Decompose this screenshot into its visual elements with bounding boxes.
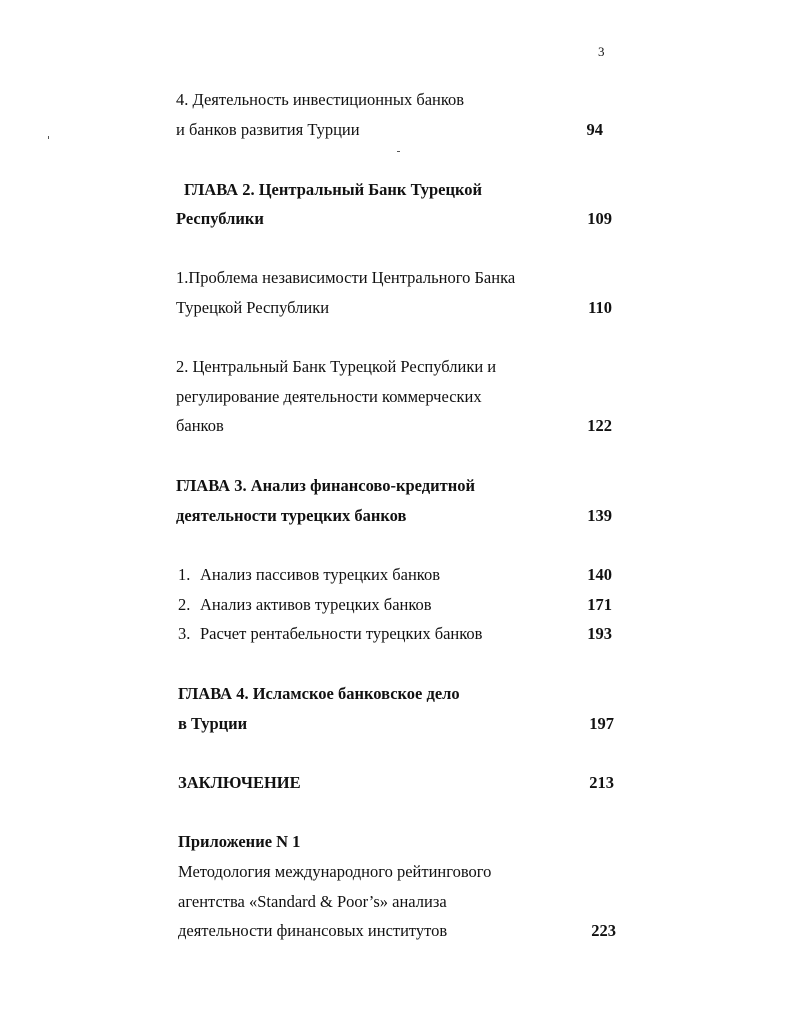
chapter-heading: Республики bbox=[176, 209, 264, 228]
toc-entry-text: 4. Деятельность инвестиционных банков bbox=[176, 90, 465, 109]
toc-entry-text: Расчет рентабельности турецких банков bbox=[200, 624, 483, 643]
toc-page-number: 171 bbox=[587, 595, 612, 614]
toc-entry-text: 1.Проблема независимости Центрального Банка bbox=[176, 268, 516, 287]
scan-speck bbox=[397, 151, 400, 152]
toc-entry-text: регулирование деятельности коммерческих bbox=[176, 387, 482, 406]
toc-page-number: 109 bbox=[587, 209, 612, 228]
chapter-heading: в Турции bbox=[178, 714, 248, 733]
toc-entry-text: Методология международного рейтингового bbox=[178, 862, 492, 881]
toc-entry-text: банков bbox=[176, 416, 224, 435]
toc-page-number: 140 bbox=[587, 565, 612, 584]
toc-page-number: 94 bbox=[586, 120, 603, 139]
toc-page-number: 193 bbox=[587, 624, 612, 643]
toc-entry-text: деятельности финансовых институтов bbox=[178, 921, 448, 940]
chapter-heading: ГЛАВА 4. Исламское банковское дело bbox=[178, 684, 460, 703]
page-number: 3 bbox=[598, 44, 605, 59]
toc-entry-text: Анализ пассивов турецких банков bbox=[200, 565, 441, 584]
scan-speck bbox=[48, 136, 49, 139]
toc-item-number: 2. bbox=[178, 595, 191, 614]
toc-page-number: 223 bbox=[591, 921, 616, 940]
toc-entry-text: Турецкой Республики bbox=[176, 298, 330, 317]
toc-page-number: 213 bbox=[589, 773, 614, 792]
toc-entry-text: Анализ активов турецких банков bbox=[200, 595, 432, 614]
appendix-heading: Приложение N 1 bbox=[178, 832, 301, 851]
toc-page-number: 110 bbox=[588, 298, 612, 317]
toc-entry-text: 2. Центральный Банк Турецкой Республики и bbox=[176, 357, 497, 376]
chapter-heading: ГЛАВА 3. Анализ финансово-кредитной bbox=[176, 476, 475, 495]
toc-page-number: 122 bbox=[587, 416, 612, 435]
toc-page-number: 197 bbox=[589, 714, 614, 733]
toc-item-number: 1. bbox=[178, 565, 191, 584]
chapter-heading: деятельности турецких банков bbox=[176, 506, 407, 525]
chapter-heading: ГЛАВА 2. Центральный Банк Турецкой bbox=[184, 180, 483, 199]
toc-entry-text: агентства «Standard & Poor’s» анализа bbox=[178, 892, 447, 911]
toc-entry-text: и банков развития Турции bbox=[176, 120, 360, 139]
toc-item-number: 3. bbox=[178, 624, 191, 643]
toc-page-number: 139 bbox=[587, 506, 612, 525]
conclusion-heading: ЗАКЛЮЧЕНИЕ bbox=[178, 773, 301, 792]
